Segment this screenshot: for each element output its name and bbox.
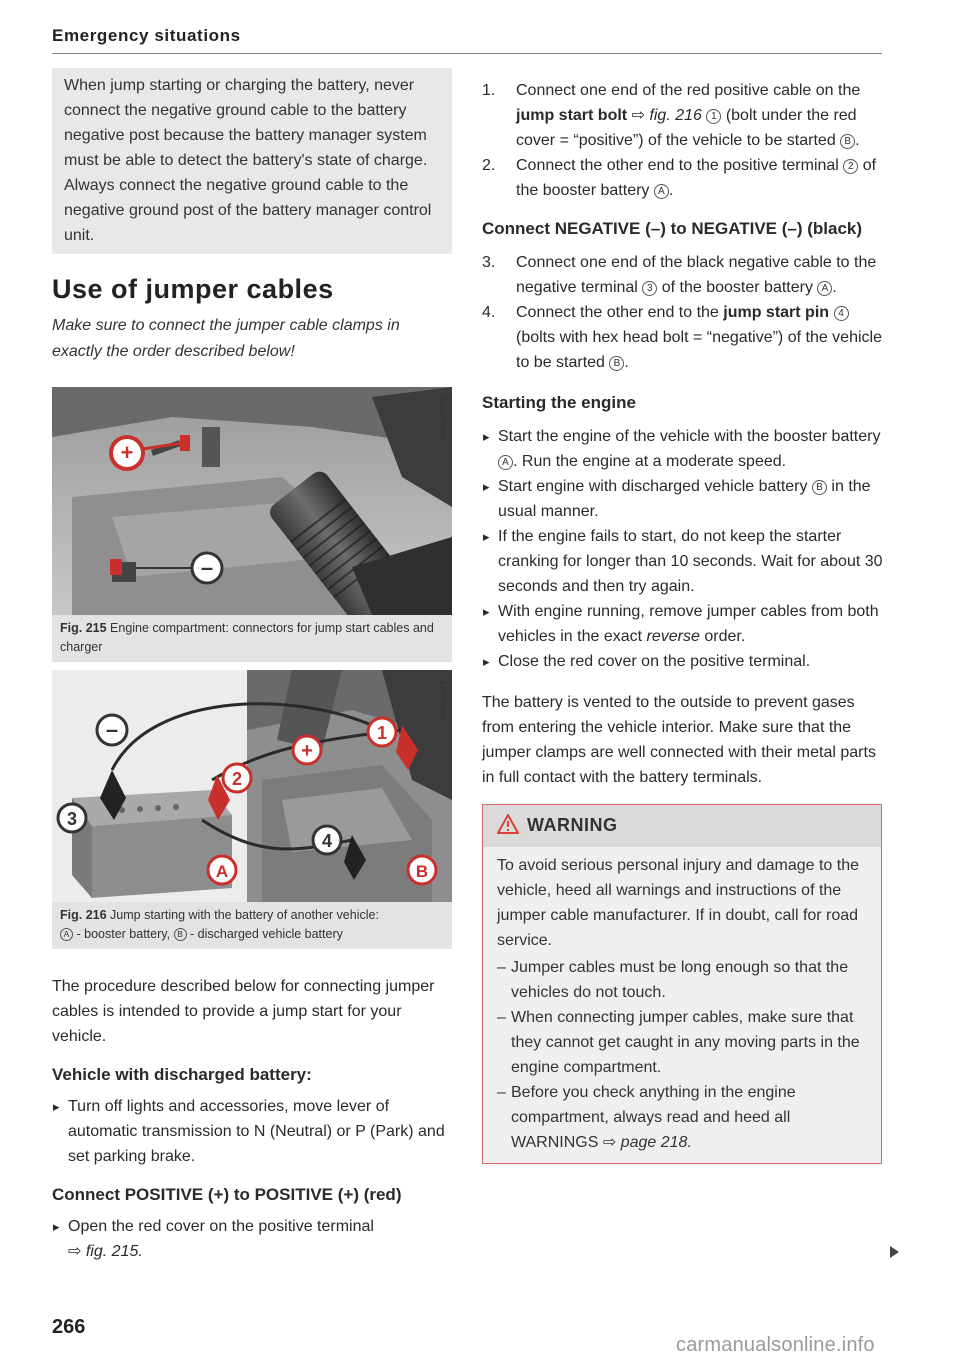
caption-b-text: - discharged vehicle battery <box>190 927 343 941</box>
negative-label: – <box>105 717 119 742</box>
figure-216-caption <box>52 902 452 949</box>
list-item: ▸ Turn off lights and accessories, move lever of automatic transmission to N (Neutral) or P (Park) and set parking brake. <box>52 1094 452 1169</box>
battery-note: When jump starting or charging the battery, never connect the negative ground cable to the battery negative post because the battery manager system must be able to detect the battery's state of charge. Always connect the negative ground cable to the negative ground post of the battery manager control unit. <box>52 68 452 254</box>
circle-a-icon: A <box>654 184 669 199</box>
lead-text: Make sure to connect the jumper cable clamps in exactly the order described below! <box>52 317 400 360</box>
caption-text: Engine compartment: connectors for jump start cables and charger <box>60 621 434 654</box>
circle-b-icon: B <box>609 356 624 371</box>
header-divider <box>52 53 882 54</box>
intro-paragraph: The procedure described below for connecting jumper cables is intended to provide a jump start for your vehicle. <box>52 978 435 1045</box>
step-2: 2. Connect the other end to the positive terminal 2 of the booster battery A . <box>482 157 877 199</box>
list-item: ▸ Close the red cover on the positive terminal. <box>482 649 884 674</box>
positive-steps <box>482 78 884 203</box>
continue-arrow-icon <box>890 1246 899 1258</box>
section-header: Emergency situations <box>52 26 241 45</box>
figure-code: B4G-0576 <box>438 397 448 439</box>
figure-code: B4G-0577 <box>438 680 448 722</box>
list-item: ▸ If the engine fails to start, do not keep the starter cranking for longer than 10 seconds. Wait for about 30 seconds and then try again. <box>482 524 884 599</box>
arrow-icon: ⇨ <box>68 1243 82 1260</box>
step-1: 1. Connect one end of the red positive cable on the jump start bolt ⇨ fig. 216 1 (bolt under the red cover = “positive”) of the vehicle to be started B . <box>482 82 861 149</box>
figure-215-caption <box>52 615 452 662</box>
list-item: – Before you check anything in the engine compartment, always read and heed all WARNINGS ⇨ page 218. <box>497 1080 867 1155</box>
warning-intro: To avoid serious personal injury and damage to the vehicle, heed all warnings and instructions of the jumper cable manufacturer. If in doubt, call for road service. <box>497 857 859 949</box>
warning-list <box>497 955 867 1155</box>
right-column <box>482 78 884 1164</box>
circle-b-icon: B <box>840 134 855 149</box>
starting-list <box>482 424 884 674</box>
figure-216-image <box>52 670 452 902</box>
list-item: ▸ With engine running, remove jumper cables from both vehicles in the exact reverse order. <box>482 599 884 649</box>
figure-215-image <box>52 387 452 615</box>
positive-label: + <box>120 440 134 465</box>
negative-label: – <box>200 555 214 580</box>
positive-label: + <box>301 740 313 762</box>
circle-b-icon: B <box>174 928 187 941</box>
warning-header <box>483 805 881 847</box>
circle-a-icon: A <box>60 928 73 941</box>
step-4-label: 4 <box>321 831 333 851</box>
section-heading: Use of jumper cables <box>52 274 334 304</box>
page-number: 266 <box>52 1316 86 1338</box>
step-2-label: 2 <box>231 769 243 789</box>
engine-compartment-illustration <box>52 387 452 615</box>
circle-2-icon: 2 <box>843 159 858 174</box>
positive-heading: Connect POSITIVE (+) to POSITIVE (+) (red) <box>52 1185 402 1204</box>
arrow-icon: ⇨ <box>631 107 645 124</box>
negative-steps <box>482 250 884 375</box>
booster-battery-label: A <box>215 862 229 881</box>
caption-label: Fig. 215 <box>60 621 107 635</box>
warning-box <box>482 804 882 1164</box>
circle-1-icon: 1 <box>706 109 721 124</box>
discharged-list <box>52 1094 452 1169</box>
warning-body <box>483 847 881 1163</box>
jump-start-illustration <box>52 670 452 902</box>
list-item: – Jumper cables must be long enough so that the vehicles do not touch. <box>497 955 867 1005</box>
list-item: ▸ Start the engine of the vehicle with the booster battery A . Run the engine at a moderate speed. <box>482 424 884 474</box>
circle-a-icon: A <box>817 281 832 296</box>
vented-paragraph: The battery is vented to the outside to prevent gases from entering the vehicle interior. Make sure that the jumper clamps are well connected with their metal parts in full contact with the battery terminals. <box>482 694 876 786</box>
step-3: 3. Connect one end of the black negative cable to the negative terminal 3 of the booster battery A . <box>482 254 877 296</box>
caption-text: Jump starting with the battery of another vehicle: <box>110 908 379 922</box>
list-item: ▸ Open the red cover on the positive terminal ⇨ fig. 215. <box>52 1214 452 1264</box>
figure-reference-link[interactable]: fig. 215. <box>85 1243 143 1260</box>
step-4: 4. Connect the other end to the jump start pin 4 (bolts with hex head bolt = “negative”) of the vehicle to be started B . <box>482 304 882 371</box>
warning-title: WARNING <box>527 815 618 835</box>
figure-reference-link[interactable]: fig. 216 <box>649 107 702 124</box>
watermark: carmanualsonline.info <box>676 1334 875 1356</box>
caption-label: Fig. 216 <box>60 908 107 922</box>
list-item: ▸ Start engine with discharged vehicle battery B in the usual manner. <box>482 474 884 524</box>
arrow-icon: ⇨ <box>602 1134 617 1151</box>
positive-list <box>52 1214 452 1264</box>
list-item: – When connecting jumper cables, make sure that they cannot get caught in any moving parts in the engine compartment. <box>497 1005 867 1080</box>
circle-4-icon: 4 <box>834 306 849 321</box>
negative-heading: Connect NEGATIVE (–) to NEGATIVE (–) (black) <box>482 219 863 238</box>
circle-3-icon: 3 <box>642 281 657 296</box>
step-3-label: 3 <box>66 809 78 829</box>
left-column <box>52 68 452 1264</box>
warning-triangle-icon <box>497 814 519 839</box>
step-1-label: 1 <box>376 723 388 743</box>
circle-a-icon: A <box>498 455 513 470</box>
circle-b-icon: B <box>812 480 827 495</box>
discharged-heading: Vehicle with discharged battery: <box>52 1065 312 1084</box>
caption-a-text: - booster battery, <box>76 927 171 941</box>
discharged-battery-label: B <box>415 862 429 881</box>
page-reference-link[interactable]: page 218. <box>620 1134 692 1151</box>
starting-heading: Starting the engine <box>482 393 636 412</box>
